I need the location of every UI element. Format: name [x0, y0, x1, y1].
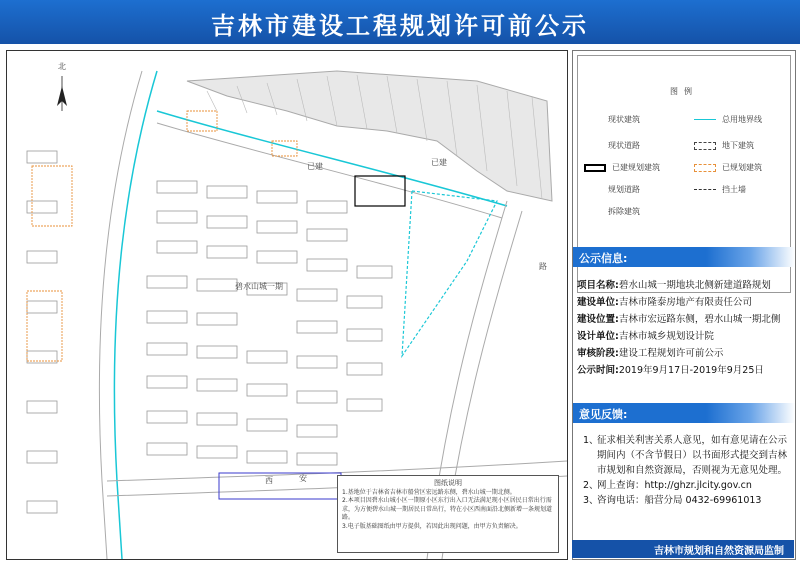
existing-buildings	[27, 151, 392, 513]
info-row	[577, 328, 793, 345]
notes-item: 1.基地位于吉林省吉林市船营区宏远路东侧，碧水山城一期北侧。	[342, 488, 516, 496]
feedback-num: 3、	[583, 495, 599, 506]
feedback-item	[583, 433, 789, 478]
road-an-label: 安	[299, 474, 307, 483]
legend-label: 挡土墙	[722, 185, 746, 194]
info-key: 公示时间:	[577, 365, 619, 376]
legend-item	[694, 184, 746, 195]
info-key: 项目名称:	[577, 280, 619, 291]
info-row	[577, 362, 793, 379]
district-label: 碧水山城一期	[235, 282, 283, 291]
site-plan-map	[6, 50, 568, 560]
road-label: 路	[539, 262, 547, 271]
legend-swatch	[694, 164, 716, 172]
legend-item	[608, 114, 640, 125]
legend-label: 总用地界线	[722, 115, 762, 124]
legend-label: 现状道路	[608, 141, 640, 150]
legend-swatch	[694, 189, 716, 190]
legend-label: 已规划建筑	[722, 163, 762, 172]
compass-label: 北	[58, 62, 66, 71]
built-existing-label: 已建	[431, 158, 447, 167]
legend-item	[694, 140, 754, 151]
feedback-section-title	[573, 403, 795, 423]
feedback-text: 咨询电话：船营分局 0432-69961013	[597, 495, 762, 506]
info-value: 吉林市隆泰房地产有限责任公司	[618, 297, 752, 308]
mountain-area	[187, 71, 552, 201]
info-section-title	[573, 247, 795, 267]
legend-title: 图例	[670, 87, 698, 96]
legend-item	[608, 140, 640, 151]
notes-item: 2.本项目因碧水山城小区一期原小区东行出入口无法满足现小区居民日常出行需求，为方便碧水山城一期居民日常出行，特在小区西南面沿北侧新增一条规划道路。	[342, 497, 553, 521]
info-row	[577, 294, 793, 311]
west-road-boundary	[114, 71, 157, 559]
footer-banner	[572, 540, 794, 558]
legend-label: 现状建筑	[608, 115, 640, 124]
feedback-item	[583, 478, 789, 493]
planned-buildings	[27, 111, 297, 361]
site-boundary	[402, 191, 497, 356]
info-panel	[572, 50, 796, 560]
notes-item: 3.电子版基础图纸由甲方提供，若因此出现问题，由甲方负责解决。	[342, 522, 522, 530]
footer-text: 吉林市规划和自然资源局监制	[654, 546, 784, 557]
feedback-text: 征求相关利害关系人意见，如有意见请在公示期间内（不含节假日）以书面形式提交到吉林市规划和自然资源局，否则视为无意见处理。	[597, 435, 788, 476]
legend-swatch	[694, 142, 716, 150]
info-value: 建设工程规划许可前公示	[618, 348, 724, 359]
info-row	[577, 277, 793, 294]
legend-item	[694, 114, 762, 125]
feedback-item	[583, 493, 789, 508]
compass-icon	[57, 76, 67, 111]
notes-title: 图纸说明	[434, 479, 462, 487]
feedback-num: 1、	[583, 435, 599, 446]
legend-swatch	[694, 119, 716, 120]
info-key: 建设单位:	[577, 297, 619, 308]
info-key: 建设位置:	[577, 314, 619, 325]
info-row	[577, 345, 793, 362]
feedback-title: 意见反馈:	[579, 408, 628, 421]
legend-label: 已建规划建筑	[612, 163, 660, 172]
road-west-label: 西	[265, 476, 273, 485]
legend-swatch	[584, 164, 606, 172]
info-value: 2019年9月17日-2019年9月25日	[618, 365, 764, 376]
legend-label: 拆除建筑	[608, 207, 640, 216]
info-title: 公示信息:	[579, 252, 628, 265]
feedback-text[interactable]: 网上查询：http://ghzr.jlcity.gov.cn	[597, 480, 752, 491]
header-banner	[0, 0, 800, 44]
info-key: 审核阶段:	[577, 348, 619, 359]
info-key: 设计单位:	[577, 331, 619, 342]
built-label: 已建	[307, 162, 323, 171]
page-title: 吉林市建设工程规划许可前公示	[211, 12, 589, 40]
info-value: 碧水山城一期地块北侧新建道路规划	[618, 280, 771, 291]
info-table	[577, 277, 793, 379]
legend-item	[608, 206, 640, 217]
legend-item	[694, 162, 762, 173]
legend-item	[608, 184, 640, 195]
drawing-notes	[337, 475, 559, 553]
legend-label: 规划道路	[608, 185, 640, 194]
info-value: 吉林市城乡规划设计院	[618, 331, 714, 342]
feedback-list	[583, 433, 789, 508]
feedback-num: 2、	[583, 480, 599, 491]
legend-label: 地下建筑	[722, 141, 754, 150]
legend-item	[584, 162, 660, 173]
built-planned-building	[355, 176, 405, 206]
info-row	[577, 311, 793, 328]
west-road-edge	[99, 71, 142, 559]
info-value: 吉林市宏远路东侧，碧水山城一期北侧	[618, 314, 781, 325]
